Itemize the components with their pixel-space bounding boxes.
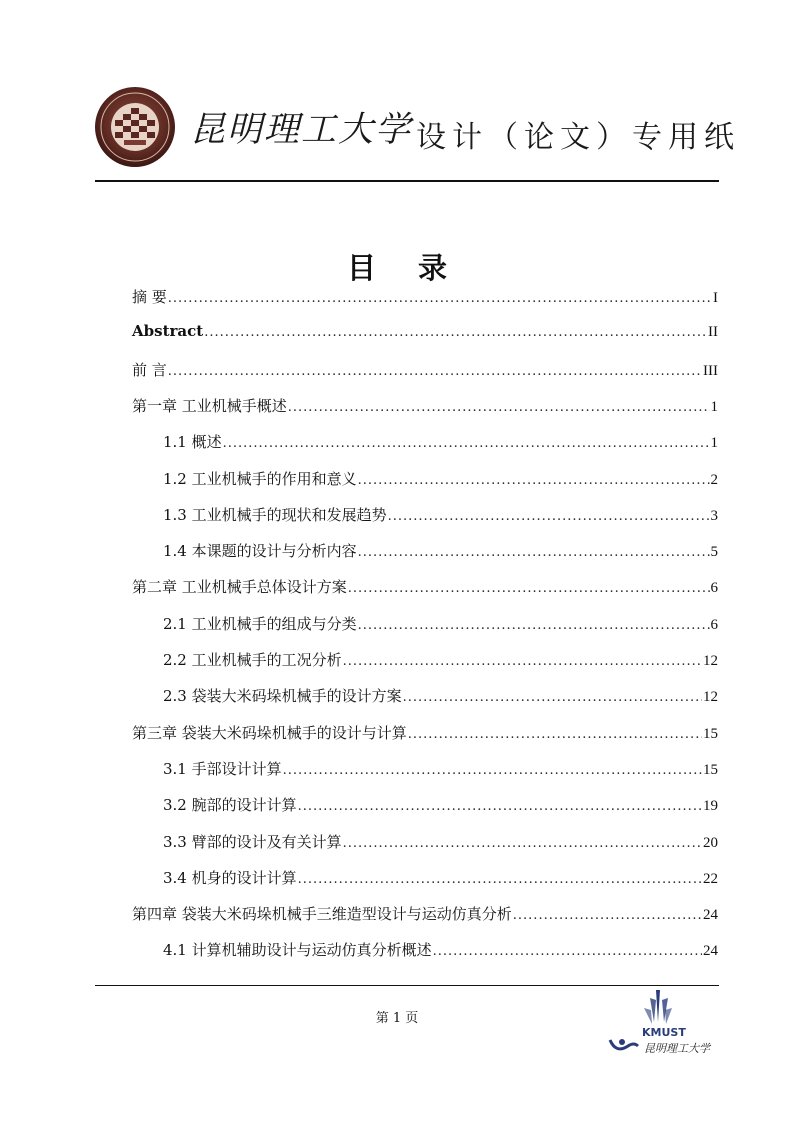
toc-entry[interactable] — [163, 431, 718, 463]
toc-leader-dots — [348, 581, 710, 596]
toc-entry-label: 3.4 机身的设计计算 — [163, 868, 297, 887]
toc-entry-page: 1 — [710, 435, 718, 452]
toc-entry-page: 12 — [703, 653, 718, 669]
toc-entry-page: 22 — [703, 870, 718, 887]
paper-title: 设计（论文）专用纸 — [416, 120, 740, 155]
toc-entry[interactable] — [132, 322, 718, 354]
toc-leader-dots — [204, 325, 707, 340]
toc-entry-page: 6 — [710, 580, 718, 597]
toc-entry[interactable] — [163, 540, 718, 572]
toc-entry-page: 5 — [710, 544, 718, 561]
toc-leader-dots — [358, 545, 710, 560]
toc-entry[interactable] — [132, 286, 718, 318]
toc-entry-label: 4.1 计算机辅助设计与运动仿真分析概述 — [163, 941, 432, 960]
toc-entry-label: 3.2 腕部的设计计算 — [163, 796, 297, 815]
toc-entry-page: II — [708, 324, 718, 341]
toc-leader-dots — [298, 799, 702, 814]
kmust-logo-subtext: 昆明理工大学 — [644, 1042, 710, 1055]
toc-leader-dots — [223, 436, 710, 451]
toc-entry-label: Abstract — [132, 322, 204, 341]
toc-leader-dots — [388, 509, 710, 524]
toc-entry[interactable] — [163, 468, 718, 500]
toc-entry-page: III — [703, 362, 718, 379]
toc-leader-dots — [168, 291, 712, 306]
toc-entry-label: 3.3 臂部的设计及有关计算 — [163, 832, 342, 851]
toc-leader-dots — [343, 836, 702, 851]
toc-entry-page: 24 — [703, 943, 718, 960]
toc-entry-label: 2.3 袋装大米码垛机械手的设计方案 — [163, 687, 402, 706]
toc-entry[interactable] — [132, 576, 718, 608]
toc-entry-page: 1 — [710, 398, 718, 415]
toc-entry-label: 3.1 手部设计计算 — [163, 759, 282, 778]
toc-leader-dots — [288, 400, 710, 415]
toc-entry-page: 2 — [710, 471, 718, 488]
toc-entry[interactable] — [163, 939, 718, 971]
toc-entry[interactable] — [132, 359, 718, 391]
toc-entry-label: 第二章 工业机械手总体设计方案 — [132, 578, 347, 597]
toc-entry[interactable] — [163, 867, 718, 899]
toc-leader-dots — [168, 364, 702, 379]
toc-entry-page: I — [713, 290, 718, 306]
toc-entry-label: 摘 要 — [132, 288, 167, 306]
toc-entry-label: 1.2 工业机械手的作用和意义 — [163, 469, 357, 488]
toc-entry-label: 第一章 工业机械手概述 — [132, 396, 287, 415]
toc-entry-page: 12 — [703, 689, 718, 706]
university-seal-icon — [94, 86, 176, 168]
toc-entry-page: 15 — [703, 725, 718, 742]
toc-entry[interactable] — [163, 831, 718, 863]
toc-entry-label: 1.1 概述 — [163, 433, 222, 452]
toc-title: 目 录 — [346, 251, 464, 285]
toc-entry-page: 15 — [703, 761, 718, 778]
header-divider — [95, 180, 719, 182]
toc-entry[interactable] — [132, 395, 718, 427]
toc-entry-page: 20 — [703, 834, 718, 851]
toc-leader-dots — [358, 618, 710, 633]
toc-leader-dots — [358, 473, 710, 488]
kmust-logo-text: KMUST — [642, 1026, 686, 1039]
toc-entry-page: 24 — [703, 907, 718, 924]
toc-entry[interactable] — [163, 758, 718, 790]
kmust-logo-icon — [604, 988, 724, 1056]
toc-entry-label: 前 言 — [132, 360, 167, 379]
toc-entry[interactable] — [132, 903, 718, 935]
toc-leader-dots — [403, 690, 702, 705]
toc-entry-page: 6 — [710, 616, 718, 633]
toc-entry[interactable] — [132, 722, 718, 754]
toc-entry-label: 1.3 工业机械手的现状和发展趋势 — [163, 505, 387, 524]
toc-leader-dots — [343, 654, 702, 669]
toc-entry-page: 3 — [710, 507, 718, 524]
toc-entry-page: 19 — [703, 798, 718, 815]
toc-leader-dots — [408, 727, 702, 742]
university-name: 昆明理工大学 — [190, 110, 413, 150]
toc-entry[interactable] — [163, 685, 718, 717]
toc-entry[interactable] — [163, 504, 718, 536]
toc-entry-label: 2.1 工业机械手的组成与分类 — [163, 614, 357, 633]
toc-entry-label: 1.4 本课题的设计与分析内容 — [163, 542, 357, 561]
toc-entry[interactable] — [163, 794, 718, 826]
toc-leader-dots — [298, 872, 702, 887]
footer-divider — [95, 985, 719, 986]
toc-entry-label: 第三章 袋装大米码垛机械手的设计与计算 — [132, 723, 407, 742]
toc-leader-dots — [283, 763, 702, 778]
toc-leader-dots — [513, 908, 702, 923]
toc-entry[interactable] — [163, 649, 718, 681]
toc-entry-label: 第四章 袋装大米码垛机械手三维造型设计与运动仿真分析 — [132, 905, 512, 924]
page-number: 第 1 页 — [375, 1011, 419, 1026]
toc-entry[interactable] — [163, 613, 718, 645]
toc-entry-label: 2.2 工业机械手的工况分析 — [163, 651, 342, 669]
toc-leader-dots — [433, 944, 702, 959]
page-header — [0, 0, 794, 190]
